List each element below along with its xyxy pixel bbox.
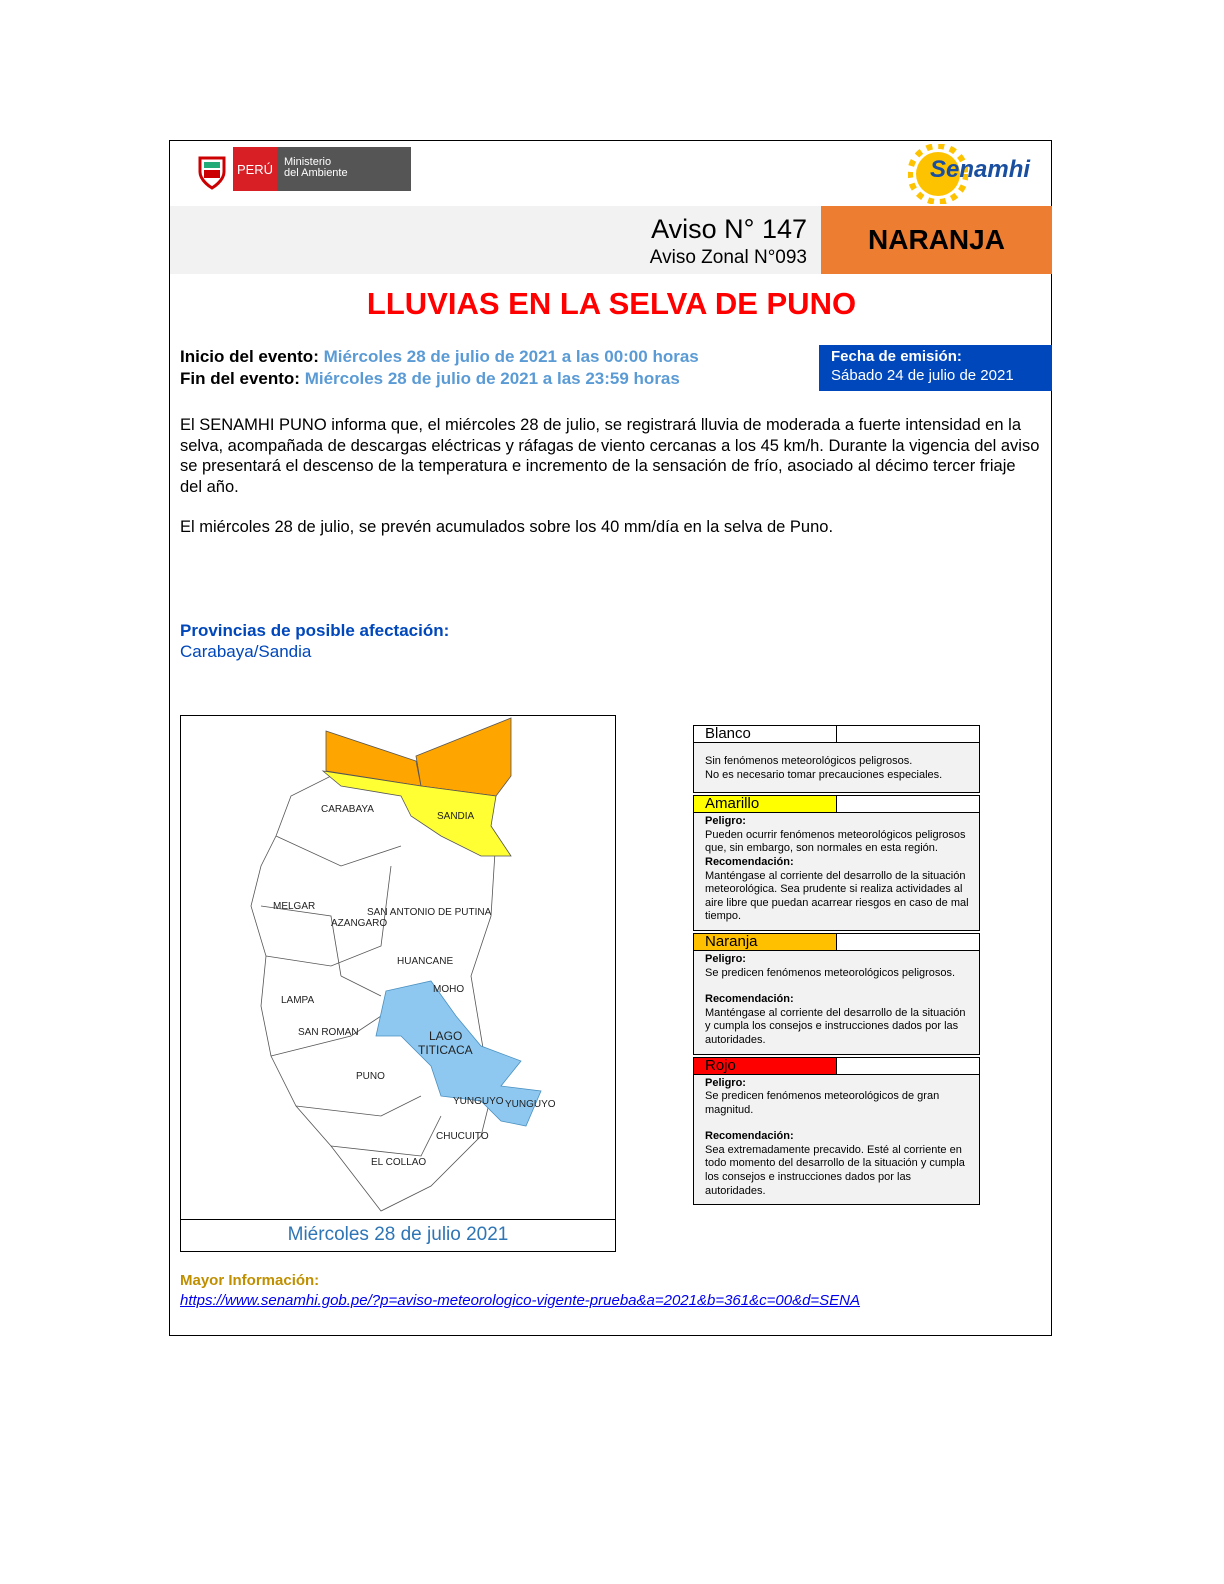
map-label: YUNGUYO (505, 1099, 556, 1110)
event-start (180, 347, 699, 367)
map-label: SAN ROMAN (298, 1027, 359, 1038)
peligro-label: Peligro: (705, 952, 746, 965)
legend-name: Blanco (694, 726, 837, 742)
legend-header-rojo (693, 1057, 980, 1075)
emission-date-box (819, 345, 1052, 391)
map-label: SANDIA (437, 811, 475, 822)
legend-body-amarillo (693, 813, 980, 931)
peligro-text: Pueden ocurrir fenómenos meteorológicos peligrosos que, sin embargo, son normales en esta región. (705, 828, 966, 855)
emission-label: Fecha de emisión: (831, 348, 962, 365)
ministerio-ambiente-logo (233, 147, 411, 191)
alert-legend (693, 725, 980, 1207)
peligro-label: Peligro: (705, 815, 746, 828)
legend-header-naranja (693, 933, 980, 951)
map-label: MELGAR (273, 901, 316, 912)
warning-map (180, 715, 616, 1252)
legend-body-rojo (693, 1075, 980, 1206)
legend-body-naranja (693, 951, 980, 1055)
legend-name: Rojo (694, 1058, 837, 1074)
aviso-number: Aviso N° 147 (651, 214, 807, 244)
more-info-link[interactable]: https://www.senamhi.gob.pe/?p=aviso-meteorologico-vigente-prueba&a=2021&b=361&c=00&d=SENA (180, 1292, 861, 1309)
page-title: LLUVIAS EN LA SELVA DE PUNO (366, 286, 857, 321)
event-start-label: Inicio del evento: (180, 347, 319, 366)
senamhi-logo (908, 144, 1048, 204)
body-paragraph-2: El miércoles 28 de julio, se prevén acumulados sobre los 40 mm/día en la selva de Puno. (180, 518, 834, 536)
emission-value: Sábado 24 de julio de 2021 (831, 367, 1014, 384)
legend-name: Amarillo (694, 796, 837, 812)
map-caption: Miércoles 28 de julio 2021 (181, 1219, 615, 1251)
rec-text: Manténgase al corriente del desarrollo de la situación y cumpla los consejos e instrucciones dados por las autoridades. (705, 1006, 966, 1046)
peligro-label: Peligro: (705, 1076, 746, 1089)
senamhi-wordmark: Senamhi (930, 156, 1031, 183)
provinces-value: Carabaya/Sandia (180, 642, 312, 661)
body-paragraph-1: El SENAMHI PUNO informa que, el miércoles 28 de julio, se registrará lluvia de moderada a fuerte intensidad en la selva, acompañada de descargas eléctricas y ráfagas de viento cercanas a los 45 km/h. Durante la vigencia del aviso se presentará el descenso de la temperatura e incremento de la sensación de frío, asociado al décimo tercer friaje del año. (180, 416, 1040, 496)
peru-label: PERÚ (233, 147, 277, 191)
map-label: EL COLLAO (371, 1157, 427, 1168)
provinces-label: Provincias de posible afectación: (180, 621, 450, 640)
map-label: LAGO (429, 1029, 463, 1043)
rec-label: Recomendación: (705, 1130, 794, 1143)
map-label: TITICACA (418, 1043, 473, 1057)
map-label: MOHO (433, 984, 465, 995)
rec-text: Sea extremadamente precavido. Esté al corriente en todo momento del desarrollo de la situación y cumpla los consejos e instrucciones dados por las autoridades. (705, 1143, 965, 1197)
map-label: SAN ANTONIO DE PUTINA (367, 907, 492, 918)
legend-body-blanco: Sin fenómenos meteorológicos peligrosos. No es necesario tomar precauciones especiales. (693, 743, 980, 793)
rec-label: Recomendación: (705, 855, 794, 868)
more-info-label: Mayor Información: (180, 1272, 320, 1289)
event-start-value: Miércoles 28 de julio de 2021 a las 00:00 horas (323, 347, 699, 366)
map-label: PUNO (356, 1071, 385, 1082)
legend-name: Naranja (694, 934, 837, 950)
map-label: HUANCANE (397, 956, 454, 967)
legend-header-amarillo (693, 795, 980, 813)
rec-text: Manténgase al corriente del desarrollo de la situación meteorológica. Sea prudente si realiza actividades al aire libre que puedan acarrear riesgos en caso de mal tiempo. (705, 869, 969, 923)
map-shapes (181, 716, 614, 1221)
map-label: LAMPA (281, 995, 315, 1006)
alert-level-badge: NARANJA (821, 206, 1052, 274)
map-label: YUNGUYO (453, 1096, 504, 1107)
provinces (180, 620, 449, 662)
map-label: CHUCUITO (436, 1131, 489, 1142)
ministry-line1: Ministerio (284, 156, 332, 168)
aviso-zonal: Aviso Zonal N°093 (649, 247, 807, 268)
map-label: CARABAYA (321, 804, 374, 815)
peligro-text: Se predicen fenómenos meteorológicos de gran magnitud. (705, 1090, 940, 1116)
legend-header-blanco (693, 725, 980, 743)
rec-label: Recomendación: (705, 993, 794, 1006)
event-end-label: Fin del evento: (180, 369, 300, 388)
event-end-value: Miércoles 28 de julio de 2021 a las 23:59 horas (304, 369, 680, 388)
ministry-line2: del Ambiente (284, 167, 348, 179)
event-end (180, 369, 680, 389)
map-label: AZANGARO (331, 918, 388, 929)
peligro-text: Se predicen fenómenos meteorológicos peligrosos. (705, 966, 956, 979)
peru-coat-of-arms-logo (196, 152, 228, 190)
